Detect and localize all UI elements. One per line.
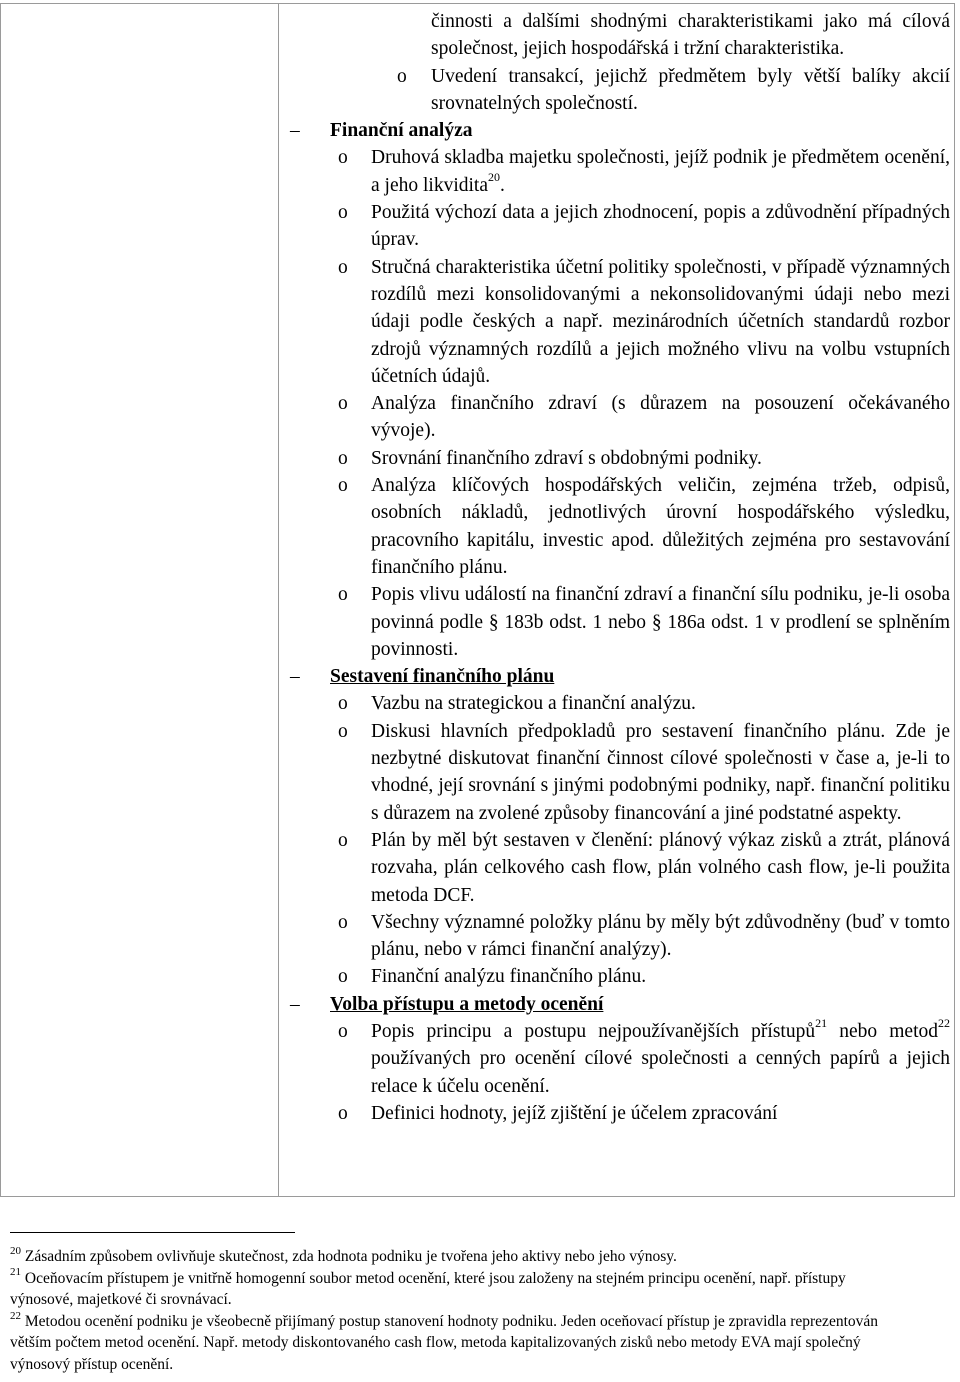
bullet-marker: o <box>338 720 348 742</box>
section-title: Volba přístupu a metody ocenění <box>330 993 604 1015</box>
bullet-marker: o <box>397 65 407 87</box>
bullet-marker: o <box>338 1102 348 1124</box>
bullet-marker: o <box>338 911 348 933</box>
list-item <box>338 144 950 199</box>
list-item <box>397 63 950 118</box>
dash-marker: – <box>290 120 300 142</box>
list-item <box>338 690 950 717</box>
list-item <box>338 909 950 964</box>
list-item-text: Druhová skladba majetku společnosti, jejíž podnik je předmětem ocenění, a jeho likvidita <box>371 147 950 196</box>
footnote <box>10 1246 910 1268</box>
bullet-marker: o <box>338 447 348 469</box>
footnote <box>10 1268 910 1311</box>
list-item-text: Popis principu a postupu nejpoužívanějších přístupů <box>371 1020 816 1042</box>
list-item <box>338 1100 950 1127</box>
list-item <box>338 254 950 390</box>
table-frame <box>0 3 955 1197</box>
bullet-marker: o <box>338 693 348 715</box>
list-item <box>338 581 950 663</box>
list-item <box>338 390 950 445</box>
bullet-marker: o <box>338 475 348 497</box>
footnote <box>10 1311 910 1376</box>
list-item-text: Finanční analýzu finančního plánu. <box>371 966 647 988</box>
section-title: Sestavení finančního plánu <box>330 666 555 688</box>
list-item-text: Analýza klíčových hospodářských veličin, zejména tržeb, odpisů, osobních nákladů, jednotlivých úrovní hospodářského výsledku, pracovního kapitálu, investic apod. důležitých zejména pro sestavování finančního plánu. <box>371 475 950 578</box>
table-right-cell <box>279 4 955 1196</box>
footnote-number: 20 <box>10 1244 21 1257</box>
dash-marker: – <box>290 666 300 688</box>
list-item-text: Plán by měl být sestaven v členění: plánový výkaz zisků a ztrát, plánová rozvaha, plán celkového cash flow, plán volného cash flow, je-li použita metoda DCF. <box>371 829 950 906</box>
list-item-text: Srovnání finančního zdraví s obdobnými podniky. <box>371 447 762 469</box>
bullet-marker: o <box>338 829 348 851</box>
footnote-text: Zásadním způsobem ovlivňuje skutečnost, zda hodnota podniku je tvořena jeho aktivy nebo jeho výnosy. <box>21 1248 677 1265</box>
section-heading <box>290 663 955 690</box>
footnote-number: 22 <box>10 1309 21 1322</box>
footnote-text: Oceňovacím přístupem je vnitřně homogenní soubor metod ocenění, které jsou založeny na stejném principu ocenění, např. přístupy výnosové, majetkové či srovnávací. <box>10 1269 846 1309</box>
bullet-marker: o <box>338 393 348 415</box>
list-item-text: Vazbu na strategickou a finanční analýzu. <box>371 693 696 715</box>
footnote-text: Metodou ocenění podniku je všeobecně přijímaný postup stanovení hodnoty podniku. Jeden oceňovací přístup je zpravidla reprezentován větším počtem metod ocenění. Např. metody diskontovaného cash flow, metoda kapitalizovaných zisků nebo metody EVA mají společný výnosový přístup ocenění. <box>10 1312 879 1373</box>
list-item-text: Uvedení transakcí, jejichž předmětem byly větší balíky akcií srovnatelných společností. <box>431 65 950 114</box>
continuation-text: činnosti a dalšími shodnými charakteristikami jako má cílová společnost, jejich hospodářská i tržní charakteristika. <box>431 11 950 60</box>
list-item-text-end: . <box>499 174 505 196</box>
footnote-ref: 22 <box>938 1016 950 1031</box>
section-heading <box>290 117 955 144</box>
list-item <box>338 718 950 827</box>
bullet-marker: o <box>338 147 348 169</box>
footnote-ref: 20 <box>487 170 500 185</box>
footnotes <box>10 1246 910 1376</box>
list-item <box>338 1016 950 1100</box>
dash-marker: – <box>290 993 300 1015</box>
list-item-text: Analýza finančního zdraví (s důrazem na posouzení očekávaného vývoje). <box>371 393 950 442</box>
list-item-text: Stručná charakteristika účetní politiky společnosti, v případě významných rozdílů mezi konsolidovanými a nekonsolidovanými údaji nebo mezi údaji podle českých a např. mezinárodních účetních standardů rozbor zdrojů významných rozdílů a jejich možného vlivu na volbu vstupních účetních údajů. <box>371 256 950 387</box>
bullet-marker: o <box>338 256 348 278</box>
list-item-text: Definici hodnoty, jejíž zjištění je účelem zpracování <box>371 1102 778 1124</box>
list-item <box>338 472 950 581</box>
list-item <box>338 963 950 990</box>
list-item-text: Diskusi hlavních předpokladů pro sestavení finančního plánu. Zde je nezbytné diskutovat finanční činnost cílové společnosti v čase a, je-li to vhodné, její srovnání s jinými podobnými podniky, např. finanční politiku s důrazem na zvolené způsoby financování a jiné podstatné aspekty. <box>371 720 950 824</box>
list-item-text-mid: nebo metod <box>827 1020 938 1042</box>
bullet-marker: o <box>338 202 348 224</box>
list-item <box>338 445 950 472</box>
footnote-ref: 21 <box>815 1016 828 1031</box>
list-item-text-end: používaných pro ocenění cílové společnosti a cenných papírů a jejich relace k účelu ocenění. <box>371 1048 950 1097</box>
list-item-text: Použitá výchozí data a jejich zhodnocení, popis a zdůvodnění případných úprav. <box>371 202 950 251</box>
section-heading <box>290 991 955 1018</box>
list-item-text: Popis vlivu událostí na finanční zdraví a finanční sílu podniku, je-li osoba povinná podle § 183b odst. 1 nebo § 186a odst. 1 v prodlení se splněním povinnosti. <box>371 584 950 660</box>
section-title: Finanční analýza <box>330 120 473 142</box>
list-item-text: Všechny významné položky plánu by měly být zdůvodněny (buď v tomto plánu, nebo v rámci finanční analýzy). <box>371 911 950 961</box>
bullet-marker: o <box>338 1020 348 1042</box>
bullet-marker: o <box>338 966 348 988</box>
footnote-number: 21 <box>10 1266 21 1279</box>
bullet-marker: o <box>338 584 348 606</box>
list-item <box>338 199 950 254</box>
list-item <box>338 827 950 909</box>
footnote-separator <box>10 1232 295 1233</box>
